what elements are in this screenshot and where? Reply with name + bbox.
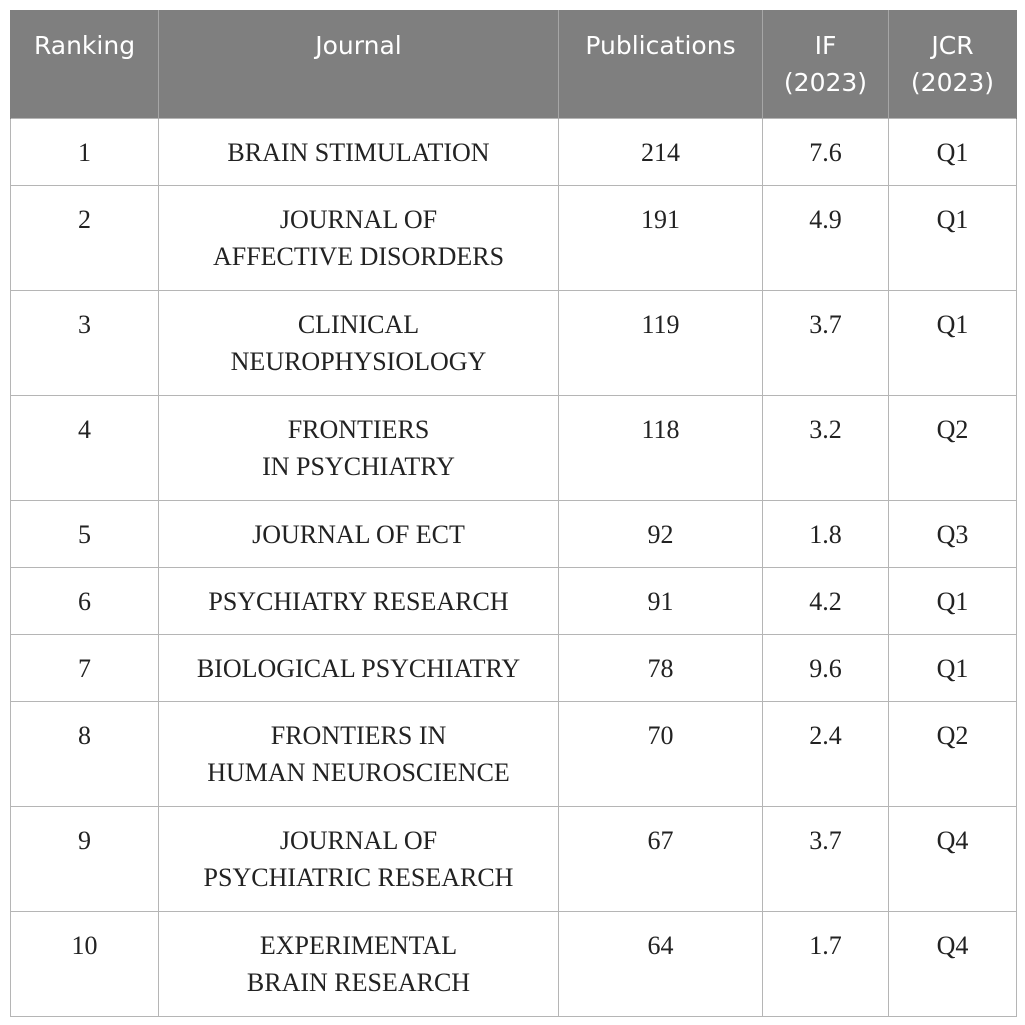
journal-cell (159, 806, 559, 911)
header-journal (159, 10, 559, 118)
journal-name-line: CLINICAL (297, 309, 420, 339)
rank-cell: 2 (11, 185, 159, 290)
publications-cell: 70 (559, 701, 763, 806)
header-ranking-label: Ranking (33, 31, 136, 60)
journal-name-line: PSYCHIATRY RESEARCH (208, 586, 509, 616)
table-body (11, 118, 1017, 1016)
table-row (11, 806, 1017, 911)
table-row (11, 185, 1017, 290)
jcr-quartile-cell: Q1 (889, 634, 1017, 701)
journal-name-line: JOURNAL OF (279, 204, 438, 234)
publications-cell: 67 (559, 806, 763, 911)
journal-name-line: JOURNAL OF (279, 825, 438, 855)
header-if (763, 10, 889, 118)
header-ranking (11, 10, 159, 118)
journal-cell (159, 567, 559, 634)
publications-cell: 91 (559, 567, 763, 634)
jcr-quartile-cell: Q1 (889, 290, 1017, 395)
journal-cell (159, 701, 559, 806)
rank-cell: 7 (11, 634, 159, 701)
impact-factor-cell: 4.9 (763, 185, 889, 290)
journal-name-line: FRONTIERS (287, 414, 430, 444)
impact-factor-cell: 2.4 (763, 701, 889, 806)
jcr-quartile-cell: Q1 (889, 567, 1017, 634)
journal-name-line: BRAIN STIMULATION (227, 137, 490, 167)
table-row (11, 500, 1017, 567)
rank-cell: 4 (11, 395, 159, 500)
rank-cell: 10 (11, 911, 159, 1016)
table-row (11, 290, 1017, 395)
journal-cell (159, 290, 559, 395)
table-row (11, 634, 1017, 701)
jcr-quartile-cell: Q1 (889, 185, 1017, 290)
journal-name-line: PSYCHIATRIC RESEARCH (203, 862, 514, 892)
table-row (11, 118, 1017, 185)
journal-name-line: BRAIN RESEARCH (246, 967, 471, 997)
header-publications-label: Publications (585, 31, 736, 60)
header-publications (559, 10, 763, 118)
table-row (11, 395, 1017, 500)
journal-cell (159, 118, 559, 185)
rank-cell: 6 (11, 567, 159, 634)
impact-factor-cell: 9.6 (763, 634, 889, 701)
impact-factor-cell: 1.8 (763, 500, 889, 567)
journal-name-line: FRONTIERS IN (270, 720, 447, 750)
header-jcr (889, 10, 1017, 118)
publications-cell: 64 (559, 911, 763, 1016)
rank-cell: 1 (11, 118, 159, 185)
jcr-quartile-cell: Q1 (889, 118, 1017, 185)
jcr-quartile-cell: Q4 (889, 806, 1017, 911)
impact-factor-cell: 3.7 (763, 290, 889, 395)
journal-cell (159, 634, 559, 701)
impact-factor-cell: 4.2 (763, 567, 889, 634)
jcr-quartile-cell: Q2 (889, 701, 1017, 806)
journal-cell (159, 911, 559, 1016)
jcr-quartile-cell: Q4 (889, 911, 1017, 1016)
jcr-quartile-cell: Q2 (889, 395, 1017, 500)
journal-cell (159, 185, 559, 290)
journal-ranking-table (10, 10, 1017, 1017)
journal-name-line: HUMAN NEUROSCIENCE (207, 757, 510, 787)
publications-cell: 118 (559, 395, 763, 500)
rank-cell: 3 (11, 290, 159, 395)
rank-cell: 5 (11, 500, 159, 567)
publications-cell: 119 (559, 290, 763, 395)
header-jcr-label: JCR (931, 31, 974, 60)
journal-name-line: IN PSYCHIATRY (262, 451, 455, 481)
table-row (11, 911, 1017, 1016)
publications-cell: 92 (559, 500, 763, 567)
impact-factor-cell: 7.6 (763, 118, 889, 185)
rank-cell: 9 (11, 806, 159, 911)
impact-factor-cell: 3.2 (763, 395, 889, 500)
table-row (11, 701, 1017, 806)
journal-name-line: NEUROPHYSIOLOGY (230, 346, 487, 376)
header-row (11, 10, 1017, 118)
header-jcr-year: (2023) (910, 68, 995, 97)
jcr-quartile-cell: Q3 (889, 500, 1017, 567)
publications-cell: 78 (559, 634, 763, 701)
impact-factor-cell: 1.7 (763, 911, 889, 1016)
impact-factor-cell: 3.7 (763, 806, 889, 911)
header-journal-label: Journal (315, 31, 402, 60)
rank-cell: 8 (11, 701, 159, 806)
publications-cell: 214 (559, 118, 763, 185)
journal-cell (159, 395, 559, 500)
table-row (11, 567, 1017, 634)
header-if-year: (2023) (783, 68, 868, 97)
header-if-label: IF (814, 31, 837, 60)
journal-name-line: AFFECTIVE DISORDERS (212, 241, 505, 271)
journal-name-line: BIOLOGICAL PSYCHIATRY (196, 653, 521, 683)
publications-cell: 191 (559, 185, 763, 290)
journal-name-line: EXPERIMENTAL (259, 930, 458, 960)
journal-cell (159, 500, 559, 567)
journal-name-line: JOURNAL OF ECT (252, 519, 465, 549)
